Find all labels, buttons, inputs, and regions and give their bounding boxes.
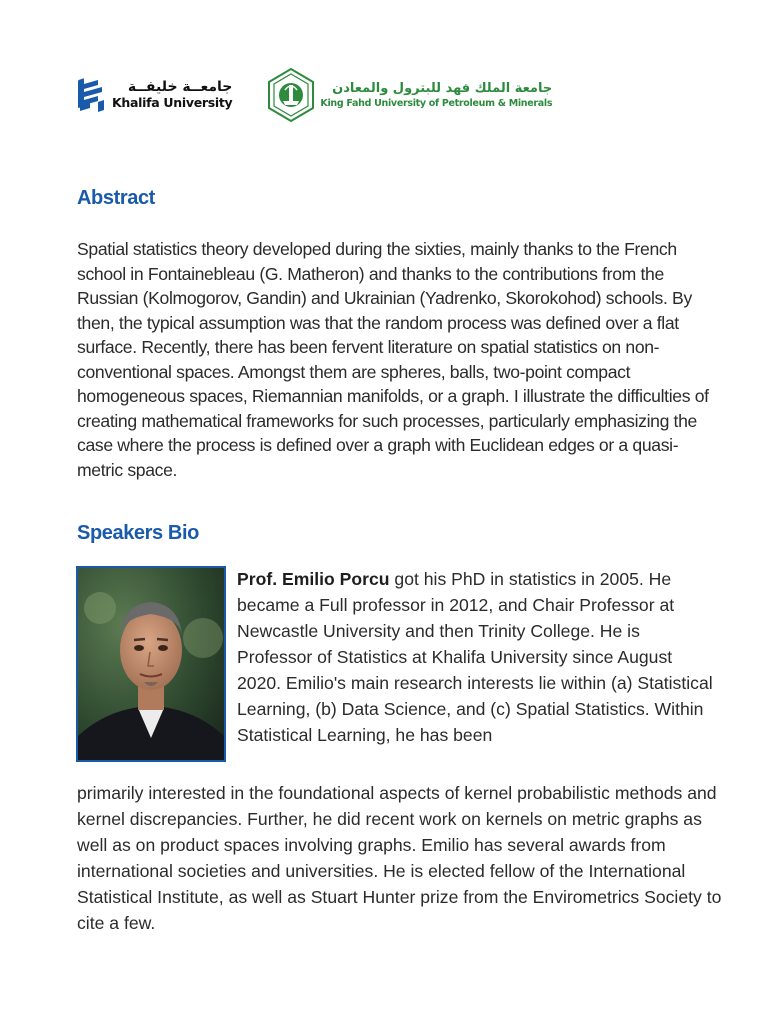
bio-text-bottom bbox=[77, 780, 727, 936]
kfupm-seal-icon bbox=[268, 68, 314, 122]
khalifa-arabic-name: جامعــة خليفــة bbox=[127, 79, 233, 96]
khalifa-emblem-icon bbox=[76, 78, 106, 112]
speaker-portrait-image bbox=[78, 568, 224, 760]
speakers-bio-heading: Speakers Bio bbox=[77, 522, 199, 544]
speaker-name: Prof. Emilio Porcu bbox=[237, 569, 390, 589]
abstract-body: Spatial statistics theory developed during the sixties, mainly thanks to the French school in Fontainebleau (G. Matheron) and thanks to the contributions from the Russian (Kolmogorov, Gandin) and Ukrainian (Yadrenko, Skorokohod) schools. By then, the typical assumption was that the random process was defined over a flat surface. Recently, there has been fervent literature on spatial statistics on non-conventional spaces. Amongst them are spheres, balls, two-point compact homogeneous spaces, Riemannian manifolds, or a graph. I illustrate the difficulties of creating mathematical frameworks for such processes, particularly emphasizing the case where the process is defined over a graph with Euclidean edges or a quasi-metric space. bbox=[77, 239, 709, 480]
bio-text-bottom-body: primarily interested in the foundational aspects of kernel probabilistic methods and kernel discrepancies. Further, he did recent work on kernels on metric graphs as well as on product spaces involving graphs. Emilio has several awards from international societies and universities. He is elected fellow of the International Statistical Institute, as well as Stuart Hunter prize from the Envirometrics Society to cite a few. bbox=[77, 783, 722, 933]
speaker-photo bbox=[76, 566, 226, 762]
kfupm-arabic-name: جامعة الملك فهد للبترول والمعادن bbox=[332, 80, 553, 96]
logo-bar bbox=[76, 66, 552, 124]
abstract-section bbox=[77, 237, 709, 482]
khalifa-university-logo bbox=[76, 78, 232, 112]
bio-text-top bbox=[237, 566, 713, 748]
kfupm-english-name: King Fahd University of Petroleum & Minerals bbox=[320, 97, 553, 109]
kfupm-logo bbox=[268, 68, 552, 122]
khalifa-english-name: Khalifa University bbox=[112, 95, 233, 111]
abstract-heading: Abstract bbox=[77, 187, 155, 209]
bio-text-top-body: got his PhD in statistics in 2005. He became a Full professor in 2012, and Chair Professor at Newcastle University and then Trinity College. He is Professor of Statistics at Khalifa University since August 2020. Emilio's main research interests lie within (a) Statistical Learning, (b) Data Science, and (c) Spatial Statistics. Within Statistical Learning, he has been bbox=[237, 569, 713, 745]
